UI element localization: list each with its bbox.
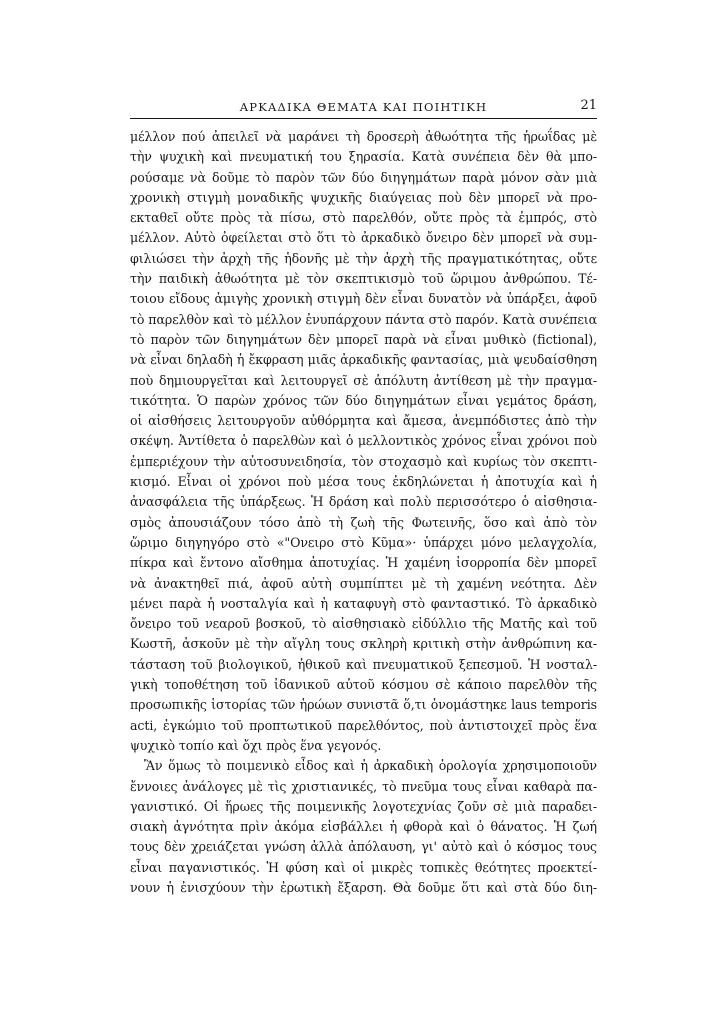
paragraph bbox=[130, 756, 597, 898]
text-line: τους δὲν χρειάζεται γνώση ἀλλὰ ἀπόλαυση, γι' αὐτὸ καὶ ὁ κόσμος τους bbox=[130, 839, 597, 855]
text-line: ἔννοιες ἀνάλογες μὲ τὶς χριστιανικές, τὸ πνεῦμα τους εἶναι καθαρὰ πα- bbox=[130, 778, 597, 794]
text-line: ὄνειρο τοῦ νεαροῦ βοσκοῦ, τὸ αἰσθησιακὸ εἰδύλλιο τῆς Ματῆς καὶ τοῦ bbox=[130, 616, 597, 632]
text-line: Κωστῆ, ἀσκοῦν μὲ τὴν αἴγλη τους σκληρὴ κριτικὴ στὴν ἀνθρώπινη κα- bbox=[130, 636, 597, 652]
text-line: ποὺ δημιουργεῖται καὶ λειτουργεῖ σὲ ἀπόλυτη ἀντίθεση μὲ τὴν πραγμα- bbox=[130, 372, 597, 388]
running-header bbox=[130, 96, 597, 119]
text-line: μέλλον. Αὐτὸ ὀφείλεται στὸ ὅτι τὸ ἀρκαδικὸ ὄνειρο δὲν μπορεῖ νὰ συμ- bbox=[130, 230, 597, 246]
text-line: σκέψη. Ἀντίθετα ὁ παρελθὼν καὶ ὁ μελλοντικὸς χρόνος εἶναι χρόνοι ποὺ bbox=[130, 433, 597, 449]
text-line: οἱ αἰσθήσεις λειτουργοῦν αὐθόρμητα καὶ ἄμεσα, ἀνεμπόδιστες ἀπὸ τὴν bbox=[130, 413, 597, 429]
text-line: τοιου εἴδους ἀμιγὴς χρονικὴ στιγμὴ δὲν εἶναι δυνατὸν νὰ ὑπάρξει, ἀφοῦ bbox=[130, 291, 597, 307]
text-line: γικὴ τοποθέτηση τοῦ ἰδανικοῦ αὐτοῦ κόσμου σὲ κάποιο παρελθὸν τῆς bbox=[130, 677, 597, 693]
text-line: σμὸς ἀπουσιάζουν τόσο ἀπὸ τὴ ζωὴ τῆς Φωτεινῆς, ὅσο καὶ ἀπὸ τὸν bbox=[130, 514, 597, 530]
text-line: χρονικὴ στιγμὴ μοναδικῆς ψυχικῆς διαύγειας ποὺ δὲν μπορεῖ νὰ προ- bbox=[130, 189, 597, 205]
text-line: ἐμπεριέχουν τὴν αὐτοσυνειδησία, τὸν στοχασμὸ καὶ κυρίως τὸν σκεπτι- bbox=[130, 453, 597, 469]
text-line: νουν ἡ ἐνισχύουν τὴν ἐρωτικὴ ἔξαρση. Θὰ δοῦμε ὅτι καὶ στὰ δύο διη- bbox=[130, 879, 597, 895]
text-line: τὴν παιδικὴ ἀθωότητα μὲ τὸν σκεπτικισμὸ τοῦ ὥριμου ἀνθρώπου. Τέ- bbox=[130, 271, 597, 287]
text-line: σιακὴ ἀγνότητα πρὶν ἀκόμα εἰσβάλλει ἡ φθορὰ καὶ ὁ θάνατος. Ἡ ζωή bbox=[130, 819, 597, 835]
text-line: φιλιώσει τὴν ἀρχὴ τῆς ἡδονῆς μὲ τὴν ἀρχὴ τῆς πραγματικότητας, οὔτε bbox=[130, 250, 597, 266]
running-title: ΑΡΚΑΔΙΚΑ ΘΕΜΑΤΑ ΚΑΙ ΠΟΙΗΤΙΚΗ bbox=[239, 100, 488, 114]
text-line: εἶναι παγανιστικός. Ἡ φύση καὶ οἱ μικρὲς τοπικὲς θεότητες προεκτεί- bbox=[130, 859, 597, 875]
page-number: 21 bbox=[580, 98, 597, 113]
text-line: τάσταση τοῦ βιολογικοῦ, ἠθικοῦ καὶ πνευματικοῦ ξεπεσμοῦ. Ἡ νοσταλ- bbox=[130, 656, 597, 672]
text-line: προσωπικῆς ἱστορίας τῶν ἡρώων συνιστᾶ ὅ,τι ὀνομάστηκε laus temporis bbox=[130, 697, 597, 713]
text-line: μέλλον πού ἀπειλεῖ νὰ μαράνει τὴ δροσερὴ ἀθωότητα τῆς ἡρωΐδας μὲ bbox=[130, 129, 597, 144]
text-line: νὰ ἀνακτηθεῖ πιά, ἀφοῦ αὐτὴ συμπίπτει μὲ τὴ χαμένη νεότητα. Δὲν bbox=[130, 575, 597, 591]
body-text bbox=[130, 127, 597, 898]
paragraph bbox=[130, 127, 597, 756]
text-line: ψυχικὸ τοπίο καὶ ὄχι πρὸς ἕνα γεγονός. bbox=[130, 737, 382, 753]
text-line: γανιστικό. Οἱ ἥρωες τῆς ποιμενικῆς λογοτεχνίας ζοῦν σὲ μιὰ παραδει- bbox=[130, 798, 597, 814]
text-line: πίκρα καὶ ἔντονο αἴσθημα ἀποτυχίας. Ἡ χαμένη ἰσορροπία δὲν μπορεῖ bbox=[130, 555, 597, 571]
text-line: τὴν ψυχικὴ καὶ πνευματική του ξηρασία. Κατὰ συνέπεια δὲν θὰ μπο- bbox=[130, 149, 597, 165]
text-line: τὸ παρελθὸν καὶ τὸ μέλλον ἐνυπάρχουν πάντα στὸ παρόν. Κατὰ συνέπεια bbox=[130, 311, 597, 327]
text-line: ρούσαμε νὰ δοῦμε τὸ παρὸν τῶν δύο διηγημάτων παρὰ μόνον σὰν μιὰ bbox=[130, 169, 597, 185]
text-line: acti, ἐγκώμιο τοῦ προπτωτικοῦ παρελθόντος, ποὺ ἀντιστοιχεῖ πρὸς ἕνα bbox=[130, 717, 597, 733]
text-line: μένει παρὰ ἡ νοσταλγία καὶ ἡ καταφυγὴ στὸ φανταστικό. Τὸ ἀρκαδικὸ bbox=[130, 595, 597, 611]
text-line: νὰ εἶναι δηλαδὴ ἡ ἔκφραση μιᾶς ἀρκαδικῆς φαντασίας, μιὰ ψευδαίσθηση bbox=[130, 352, 597, 368]
text-line: τικότητα. Ὁ παρὼν χρόνος τῶν δύο διηγημάτων εἶναι γεμάτος δράση, bbox=[130, 392, 597, 408]
text-line: Ἂν ὅμως τὸ ποιμενικὸ εἶδος καὶ ἡ ἀρκαδικὴ ὁρολογία χρησιμοποιοῦν bbox=[144, 758, 597, 774]
text-line: κισμό. Εἶναι οἱ χρόνοι ποὺ μέσα τους ἐκδηλώνεται ἡ ἀποτυχία καὶ ἡ bbox=[130, 474, 597, 490]
text-line: εκταθεῖ οὔτε πρὸς τὰ πίσω, στὸ παρελθόν, οὔτε πρὸς τὰ ἐμπρός, στὸ bbox=[130, 210, 597, 226]
text-line: ἀνασφάλεια τῆς ὑπάρξεως. Ἡ δράση καὶ πολὺ περισσότερο ὁ αἰσθησια- bbox=[130, 494, 597, 510]
text-line: τὸ παρὸν τῶν διηγημάτων δὲν μπορεῖ παρὰ νὰ εἶναι μυθικὸ (fictional), bbox=[130, 331, 597, 347]
text-line: ὥριμο διηγηγόρο στὸ «"Ονειρο στὸ Κῦμα»· ὑπάρχει μόνο μελαγχολία, bbox=[130, 534, 597, 550]
